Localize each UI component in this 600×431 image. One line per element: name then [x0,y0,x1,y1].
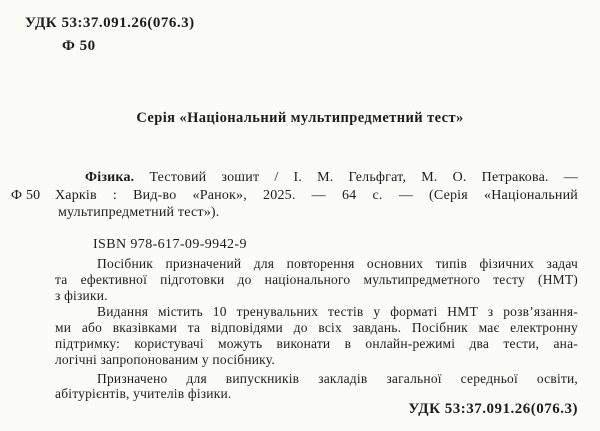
annotation-line: та ефективної підготовки до національного мультипредметного тесту (НМТ) [55,271,578,287]
isbn: ISBN 978-617-09-9942-9 [93,237,247,252]
udc-top-block [25,14,195,56]
udc-top-code: УДК 53:37.091.26(076.3) [25,15,195,31]
annotation-line: підтримку: користувачі можуть виконати в онлайн-режимі два тести, ана- [55,335,578,351]
annotation-line: абітурієнтів, учителів фізики. [55,386,232,402]
annotation-paragraph-2 [55,304,578,367]
catalog-card-line1-rest: Тестовий зошит / І. М. Гельфгат, М. О. Петракова. — [149,170,578,185]
annotation-paragraph-3 [55,371,578,403]
annotation-line: Посібник призначений для повторення основних типів фізичних задач [97,256,578,271]
catalog-card-line1 [55,169,578,187]
series-title: Серія «Національний мультипредметний тест» [136,110,464,126]
annotation [55,256,578,402]
catalog-card-line2 [11,187,578,205]
catalog-card-line3: мультипредметний тест»). [58,205,220,221]
classmark-top: Ф 50 [62,38,96,54]
book-title: Фізика. [85,170,135,185]
annotation-line: Видання містить 10 тренувальних тестів у форматі НМТ з розв’язання- [97,304,578,320]
annotation-line: ми або вказівками та відповідями до всіх завдань. Посібник має електронну [55,320,578,336]
classmark-hanging: Ф 50 [11,187,41,203]
annotation-line: логічні запропонованим у посібнику. [55,351,275,367]
annotation-line: Призначено для випускників закладів загальної середньої освіти, [97,370,578,386]
udc-bottom-code: УДК 53:37.091.26(076.3) [408,401,578,417]
annotation-paragraph-1 [55,256,578,303]
catalog-card-line2-text: Харків : Вид-во «Ранок», 2025. — 64 с. — (Серія «Національний [55,187,578,203]
catalog-card [11,169,578,222]
annotation-line: з фізики. [55,287,108,303]
